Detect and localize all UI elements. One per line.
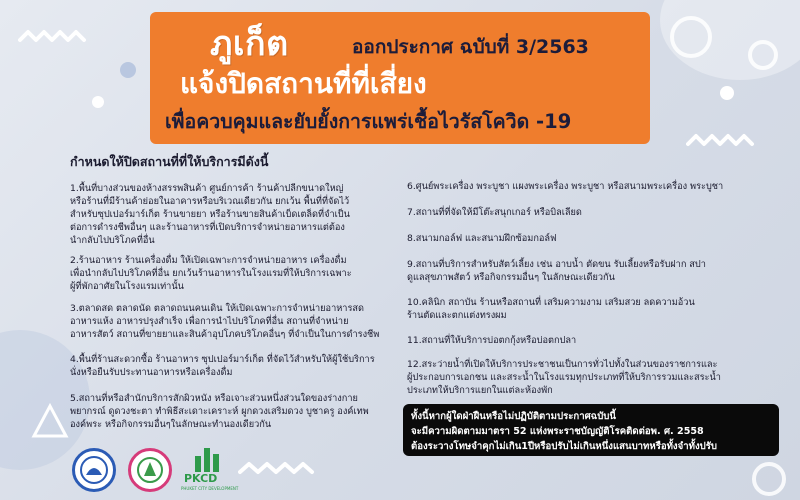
notice-line-1: ทั้งนี้หากผู้ใดฝ่าฝืนหรือไม่ปฏิบัติตามประกาศฉบับนี้ bbox=[411, 411, 616, 422]
notice-line-2: จะมีความผิดตามมาตรา 52 แห่งพระราชบัญญัติโรคติดต่อพ. ศ. 2558 bbox=[411, 426, 704, 437]
closure-item-2: 2.ร้านอาหาร ร้านเครื่องดื่ม ให้เปิดเฉพาะการจำหน่ายอาหาร เครื่องดื่ม เพื่อนำกลับไปบริโภคที่อื่น ยกเว้นร้านอาหารในโรงแรมที่ให้บริการเฉพาะ ผู้ที่พักอาศัยในโรงแรมเท่านั้น bbox=[70, 255, 352, 292]
ring-decoration-bottom-right bbox=[752, 462, 786, 496]
subheadline: เพื่อควบคุมและยับยั้งการแพร่เชื้อไวรัสโควิด -19 bbox=[165, 110, 572, 133]
notice-line-3: ต้องระวางโทษจำคุกไม่เกิน1ปีหรือปรับไม่เกินหนึ่งแสนบาทหรือทั้งจำทั้งปรับ bbox=[411, 441, 717, 452]
closure-item-3: 3.ตลาดสด ตลาดนัด ตลาดถนนคนเดิน ให้เปิดเฉพาะการจำหน่ายอาหารสด อาหารแห้ง อาหารปรุงสำเร็จ เพื่อการนำไปบริโภคที่อื่น สถานที่จำหน่าย อาหารสัตว์ สถานที่ขายยาและสินค้าอุปโภคบริโภคอื่นๆ ที่จำเป็นในการดำรงชีพ bbox=[70, 303, 380, 340]
closure-item-8: 8.สนามกอล์ฟ และสนามฝึกซ้อมกอล์ฟ bbox=[407, 233, 557, 244]
triangle-decoration bbox=[30, 400, 70, 440]
dot-decoration bbox=[720, 86, 734, 100]
closure-item-4: 4.พื้นที่ร้านสะดวกซื้อ ร้านอาหาร ซุปเปอร์มาร์เก็ต ที่จัดไว้สำหรับให้ผู้ใช้บริการ นั่งหรือยืนรับประทานอาหารหรือเครื่องดื่ม bbox=[70, 354, 375, 378]
pkcd-logo-text: PKCD bbox=[184, 472, 218, 485]
headline: แจ้งปิดสถานที่ที่เสี่ยง bbox=[180, 67, 427, 100]
pkcd-logo-subtext: PHUKET CITY DEVELOPMENT bbox=[181, 486, 239, 491]
pkcd-building-logo bbox=[192, 446, 222, 472]
dot-decoration bbox=[120, 62, 136, 78]
title-row bbox=[172, 16, 642, 62]
zigzag-decoration-top-left bbox=[18, 26, 88, 48]
closure-item-1: 1.พื้นที่บางส่วนของห้างสรรพสินค้า ศูนย์การค้า ร้านค้าปลีกขนาดใหญ่ หรือร้านที่มีร้านค้าย่อยในอาคารหรือบริเวณเดียวกัน ยกเว้น พื้นที่ที่จัดไว้ สำหรับซุปเปอร์มาร์เก็ต ร้านขายยา หรือร้านขายสินค้าเบ็ดเตล็ดที่จำเป็น ต่อการดำรงชีพอื่นๆ และร้านอาหารที่เปิดบริการจำหน่ายอาหารแต่ต้อง นำกลับไปบริโภคที่อื่น bbox=[70, 183, 350, 246]
blob-decoration bbox=[660, 0, 800, 80]
zigzag-decoration-right bbox=[686, 130, 756, 152]
dot-decoration bbox=[92, 96, 104, 108]
municipality-seal-logo bbox=[128, 448, 172, 492]
closure-item-12: 12.สระว่ายน้ำที่เปิดให้บริการประชาชนเป็นการทั่วไปทั้งในส่วนของราชการและ ผู้ประกอบการเอกชน และสระน้ำในโรงแรมทุกประเภทที่ให้บริการรวมและสระน้ำ ประเภทให้บริการแยกในแต่ละห้องพัก bbox=[407, 359, 721, 396]
announcement-number: ออกประกาศ ฉบับที่ 3/2563 bbox=[352, 36, 589, 58]
closure-item-11: 11.สถานที่ให้บริการบ่อตกกุ้งหรือบ่อตกปลา bbox=[407, 335, 577, 346]
intro-heading: กำหนดให้ปิดสถานที่ที่ให้บริการมีดังนี้ bbox=[70, 154, 269, 169]
closure-item-10: 10.คลินิก สถาบัน ร้านหรือสถานที่ เสริมความงาม เสริมสวย ลดความอ้วน ร้านตัดและตกแต่งทรงผม bbox=[407, 297, 695, 321]
closure-item-7: 7.สถานที่ที่จัดให้มีโต๊ะสนุกเกอร์ หรือบิลเลียด bbox=[407, 207, 582, 218]
closure-item-5: 5.สถานที่หรือสำนักบริการสักผิวหนัง หรือเจาะส่วนหนึ่งส่วนใดของร่างกาย พยากรณ์ ดูดวงชะตา ทำพิธีสะเดาะเคราะห์ ผูกดวงเสริมดวง บูชาครู องค์เทพ องค์พระ หรือกิจกรรมอื่นๆในลักษณะทำนองเดียวกัน bbox=[70, 393, 369, 430]
phuket-province-seal-logo bbox=[72, 448, 116, 492]
closure-item-6: 6.ศูนย์พระเครื่อง พระบูชา แผงพระเครื่อง พระบูชา หรือสนามพระเครื่อง พระบูชา bbox=[407, 181, 724, 192]
title-main: ภูเก็ต bbox=[210, 24, 289, 64]
closure-item-9: 9.สถานที่บริการสำหรับสัตว์เลี้ยง เช่น อาบน้ำ ตัดขน รับเลี้ยงหรือรับฝาก สปา ดูแลสุขภาพสัตว์ หรือกิจกรรมอื่นๆ ในลักษณะเดียวกัน bbox=[407, 259, 706, 283]
penalty-notice bbox=[403, 404, 779, 456]
zigzag-decoration-bottom bbox=[238, 458, 318, 480]
